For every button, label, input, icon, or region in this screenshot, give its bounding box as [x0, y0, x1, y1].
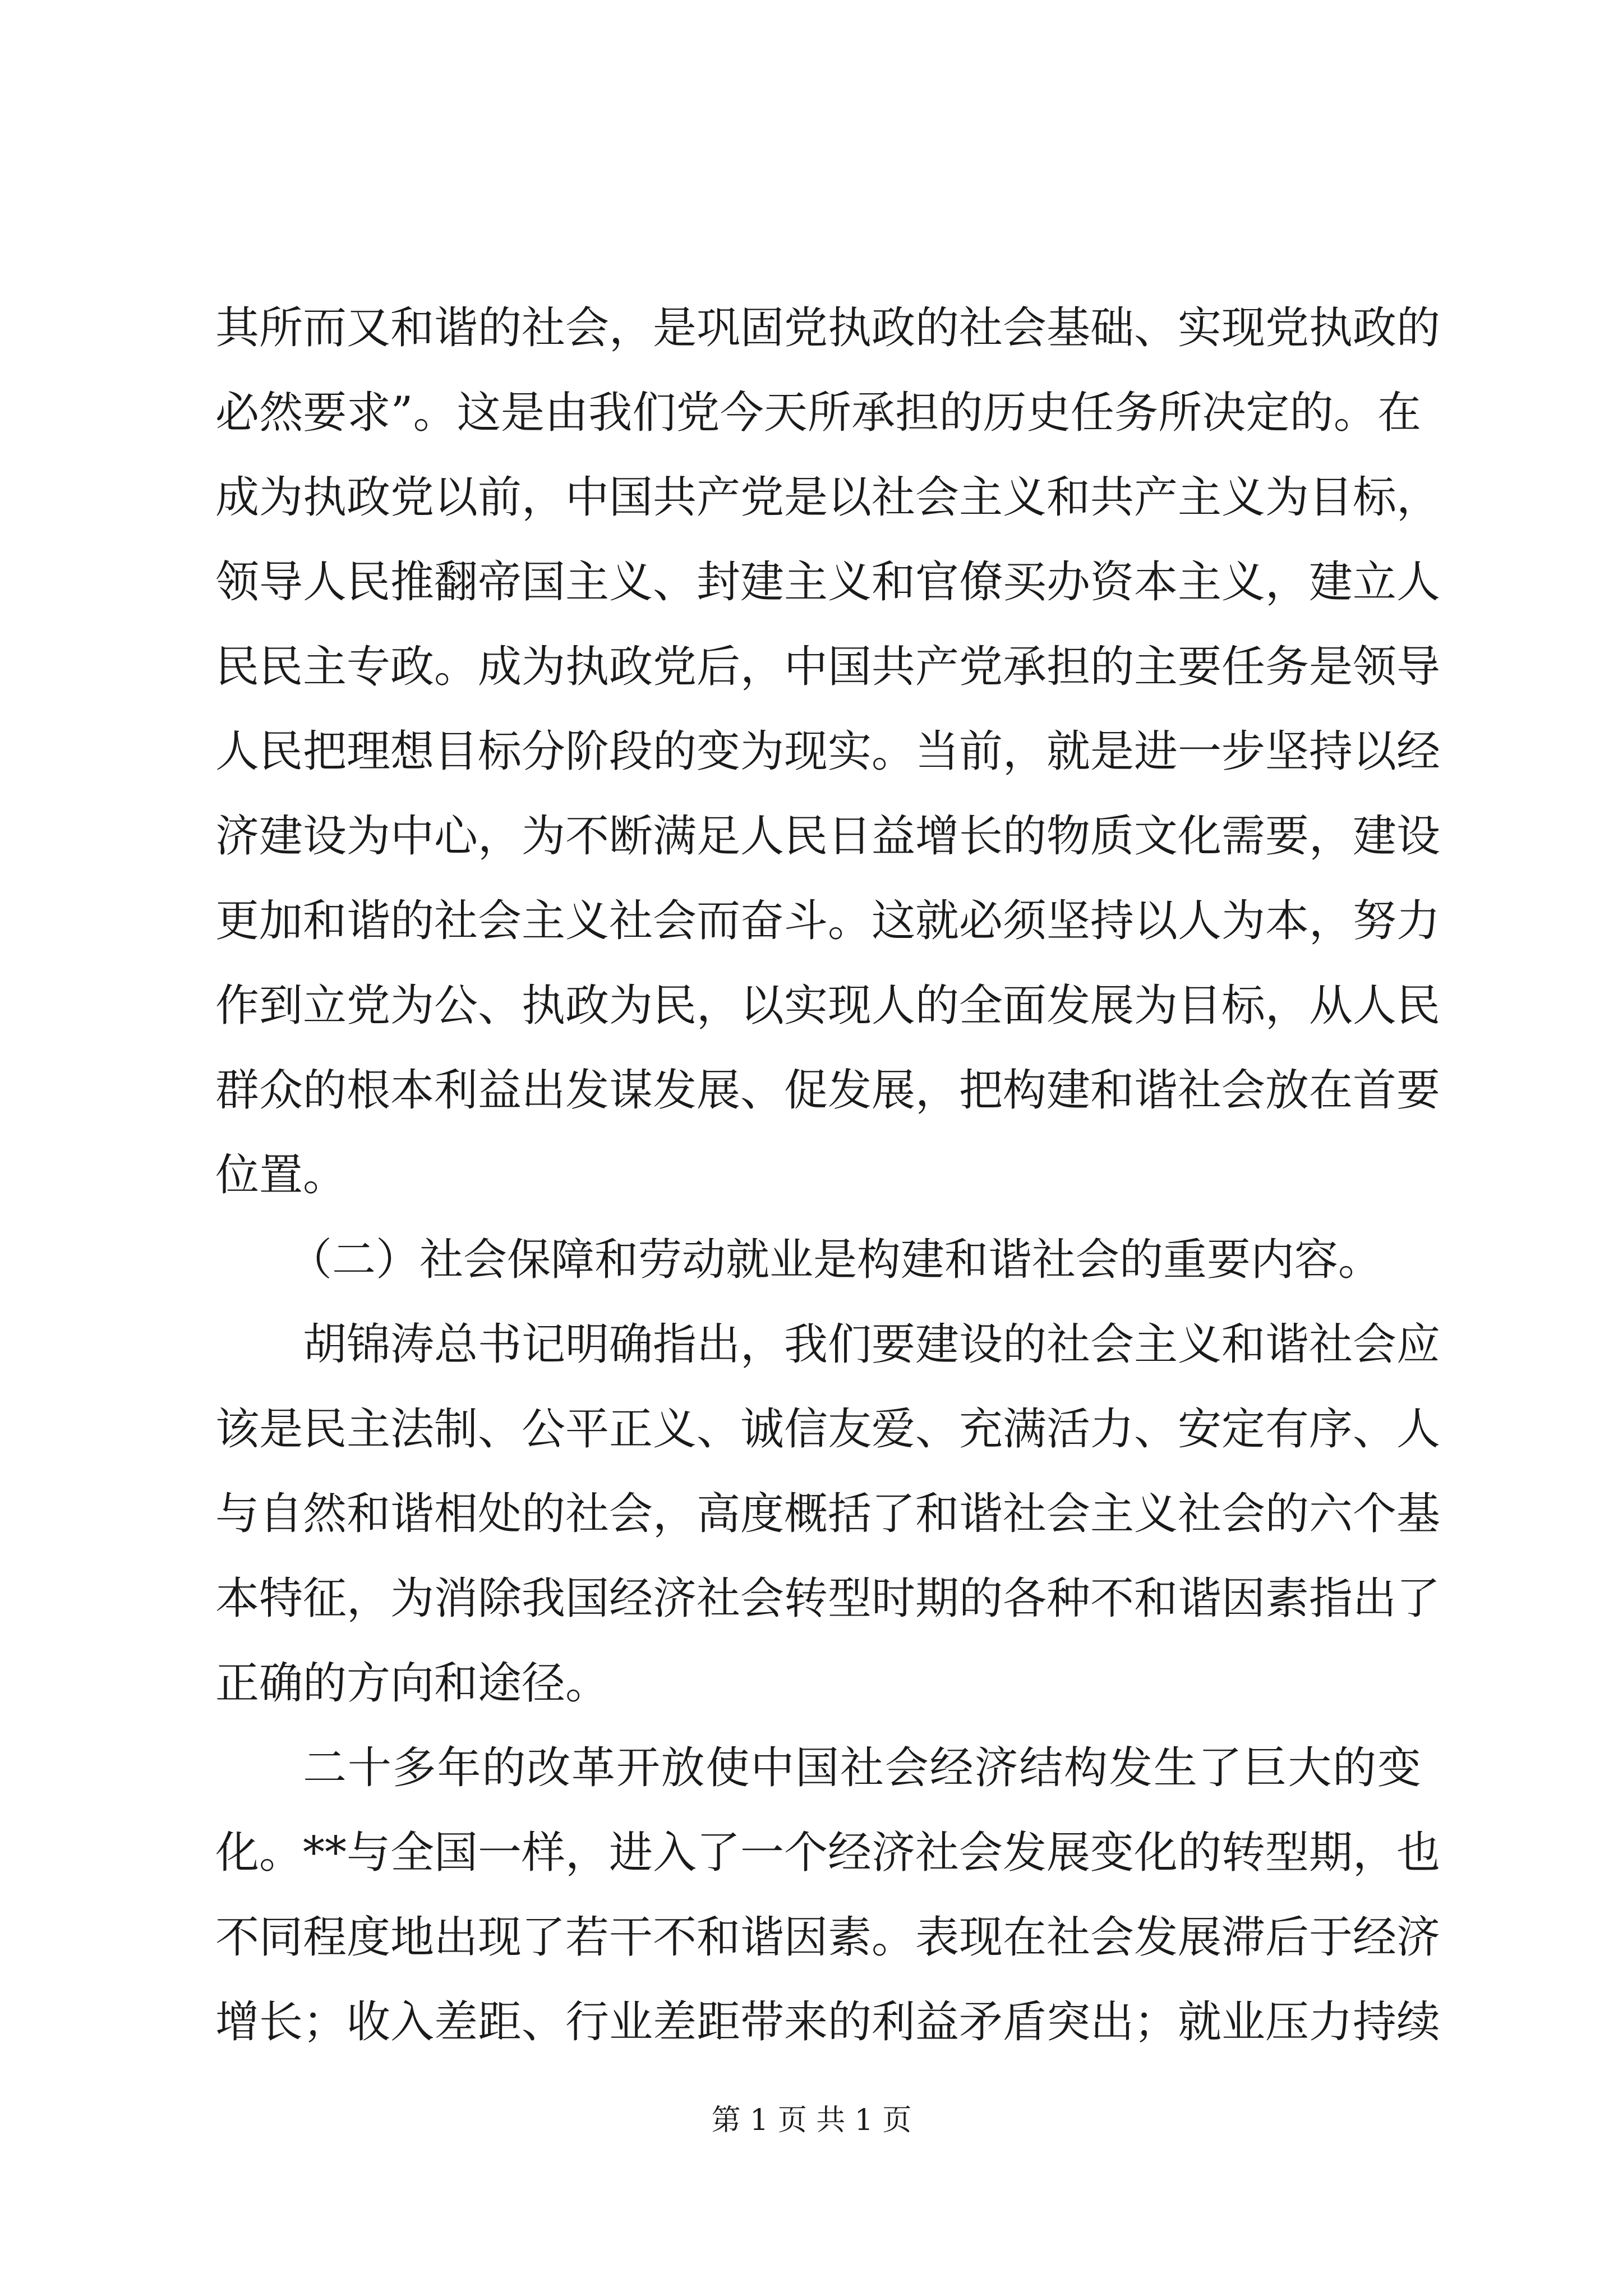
text-line: 胡锦涛总书记明确指出，我们要建设的社会主义和谐社会应 [303, 1319, 1441, 1370]
section-heading: （二）社会保障和劳动就业是构建和谐社会的重要内容。 [288, 1235, 1382, 1285]
text-line: 与自然和谐相处的社会，高度概括了和谐社会主义社会的六个基 [215, 1489, 1441, 1539]
text-line: 位置。 [215, 1150, 347, 1200]
text-line: 群众的根本利益出发谋发展、促发展，把构建和谐社会放在首要 [215, 1065, 1441, 1116]
text-line: 二十多年的改革开放使中国社会经济结构发生了巨大的变 [303, 1743, 1421, 1793]
text-line: 不同程度地出现了若干不和谐因素。表现在社会发展滞后于经济 [215, 1912, 1441, 1963]
text-line: 领导人民推翻帝国主义、封建主义和官僚买办资本主义，建立人 [215, 557, 1441, 608]
text-line: 成为执政党以前，中国共产党是以社会主义和共产主义为目标， [215, 472, 1441, 523]
text-line: 该是民主法制、公平正义、诚信友爱、充满活力、安定有序、人 [215, 1404, 1441, 1455]
text-line: 作到立党为公、执政为民，以实现人的全面发展为目标，从人民 [215, 981, 1441, 1031]
body-text [215, 286, 1441, 2065]
text-line: 其所而又和谐的社会，是巩固党执政的社会基础、实现党执政的 [215, 303, 1441, 353]
text-line: 化。**与全国一样，进入了一个经济社会发展变化的转型期，也 [215, 1828, 1441, 1878]
text-line: 民民主专政。成为执政党后，中国共产党承担的主要任务是领导 [215, 642, 1441, 692]
text-line: 必然要求”。这是由我们党今天所承担的历史任务所决定的。在 [215, 388, 1421, 438]
page-number-label: 第 1 页 共 1 页 [711, 2104, 912, 2137]
text-line: 济建设为中心，为不断满足人民日益增长的物质文化需要，建设 [215, 811, 1441, 862]
page-footer [0, 2098, 1623, 2143]
text-line: 人民把理想目标分阶段的变为现实。当前，就是进一步坚持以经 [215, 726, 1441, 777]
text-line: 本特征，为消除我国经济社会转型时期的各种不和谐因素指出了 [215, 1573, 1441, 1624]
text-line: 更加和谐的社会主义社会而奋斗。这就必须坚持以人为本，努力 [215, 896, 1441, 946]
text-line: 增长；收入差距、行业差距带来的利益矛盾突出；就业压力持续 [215, 1997, 1441, 2047]
text-line: 正确的方向和途径。 [215, 1658, 610, 1709]
